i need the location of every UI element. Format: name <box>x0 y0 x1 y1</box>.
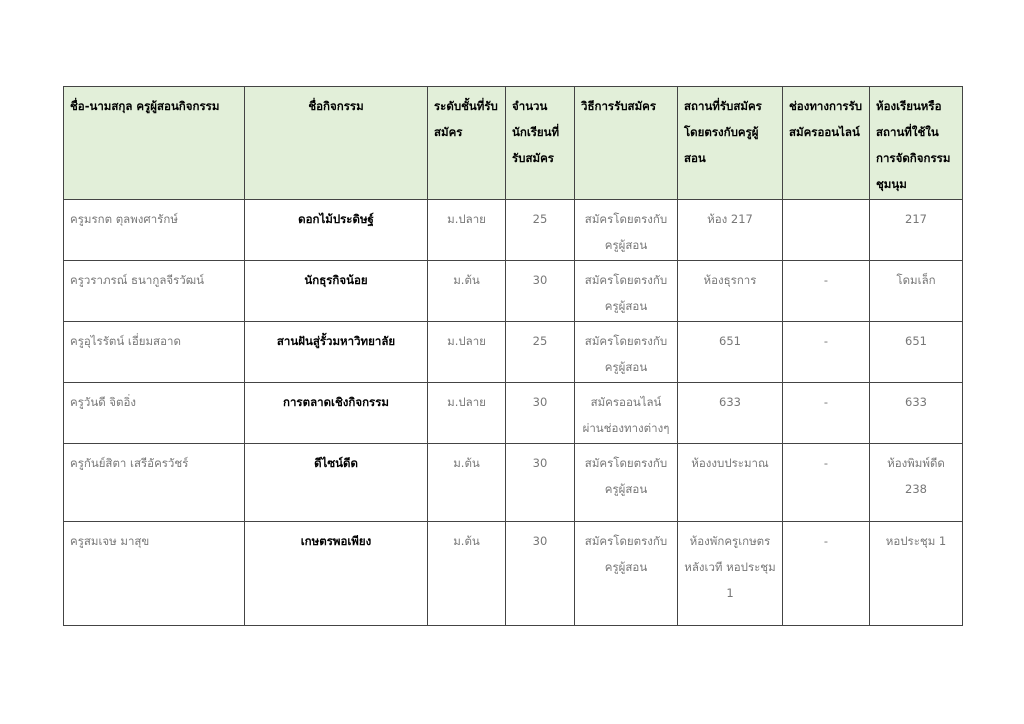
teacher-name-cell: ครูกันย์สิตา เสรีอัครวัชร์ <box>64 444 245 522</box>
activity-name-cell: นักธุรกิจน้อย <box>245 261 428 322</box>
student-count-cell: 30 <box>506 444 575 522</box>
registration-place-cell: ห้อง 217 <box>678 200 783 261</box>
registration-method-cell: สมัครออนไลน์ผ่านช่องทางต่างๆ <box>575 383 678 444</box>
header-student-count: จำนวนนักเรียนที่รับสมัคร <box>506 87 575 200</box>
header-registration-place: สถานที่รับสมัครโดยตรงกับครูผู้สอน <box>678 87 783 200</box>
registration-place-cell: 651 <box>678 322 783 383</box>
student-count-cell: 30 <box>506 522 575 626</box>
registration-place-cell: ห้องธุรการ <box>678 261 783 322</box>
activity-name-cell: เกษตรพอเพียง <box>245 522 428 626</box>
registration-place-cell: 633 <box>678 383 783 444</box>
grade-level-cell: ม.ต้น <box>428 261 506 322</box>
activity-registration-table <box>63 86 963 626</box>
activity-name-cell: สานฝันสู่รั้วมหาวิทยาลัย <box>245 322 428 383</box>
student-count-cell: 30 <box>506 261 575 322</box>
online-channel-cell: - <box>783 322 870 383</box>
table-row <box>64 200 963 261</box>
activity-room-cell: หอประชุม 1 <box>870 522 963 626</box>
header-online-channel: ช่องทางการรับสมัครออนไลน์ <box>783 87 870 200</box>
grade-level-cell: ม.ต้น <box>428 522 506 626</box>
teacher-name-cell: ครูอุไรรัตน์ เอี่ยมสอาด <box>64 322 245 383</box>
teacher-name-cell: ครูสมเจษ มาสุข <box>64 522 245 626</box>
online-channel-cell: - <box>783 522 870 626</box>
table-row <box>64 444 963 522</box>
registration-method-cell: สมัครโดยตรงกับครูผู้สอน <box>575 261 678 322</box>
student-count-cell: 25 <box>506 200 575 261</box>
teacher-name-cell: ครูมรกต ตุลพงศารักษ์ <box>64 200 245 261</box>
table-header-row <box>64 87 963 200</box>
registration-place-cell: ห้องงบประมาณ <box>678 444 783 522</box>
table-row <box>64 522 963 626</box>
activity-room-cell: 217 <box>870 200 963 261</box>
registration-method-cell: สมัครโดยตรงกับครูผู้สอน <box>575 322 678 383</box>
online-channel-cell: - <box>783 383 870 444</box>
grade-level-cell: ม.ปลาย <box>428 383 506 444</box>
registration-place-cell: ห้องพักครูเกษตร หลังเวที หอประชุม 1 <box>678 522 783 626</box>
online-channel-cell <box>783 200 870 261</box>
teacher-name-cell: ครูวันดี จิตอิ่ง <box>64 383 245 444</box>
registration-method-cell: สมัครโดยตรงกับครูผู้สอน <box>575 200 678 261</box>
online-channel-cell: - <box>783 444 870 522</box>
registration-method-cell: สมัครโดยตรงกับครูผู้สอน <box>575 444 678 522</box>
student-count-cell: 30 <box>506 383 575 444</box>
registration-method-cell: สมัครโดยตรงกับครูผู้สอน <box>575 522 678 626</box>
grade-level-cell: ม.ปลาย <box>428 322 506 383</box>
grade-level-cell: ม.ปลาย <box>428 200 506 261</box>
activity-name-cell: การตลาดเชิงกิจกรรม <box>245 383 428 444</box>
activity-room-cell: โดมเล็ก <box>870 261 963 322</box>
header-registration-method: วิธีการรับสมัคร <box>575 87 678 200</box>
table-row <box>64 383 963 444</box>
activity-name-cell: ดีไซน์ดีด <box>245 444 428 522</box>
teacher-name-cell: ครูวราภรณ์ ธนากูลจีรวัฒน์ <box>64 261 245 322</box>
table-row <box>64 322 963 383</box>
grade-level-cell: ม.ต้น <box>428 444 506 522</box>
header-teacher-name: ชื่อ-นามสกุล ครูผู้สอนกิจกรรม <box>64 87 245 200</box>
student-count-cell: 25 <box>506 322 575 383</box>
header-activity-name: ชื่อกิจกรรม <box>245 87 428 200</box>
header-grade-level: ระดับชั้นที่รับสมัคร <box>428 87 506 200</box>
activity-room-cell: 633 <box>870 383 963 444</box>
activity-room-cell: ห้องพิมพ์ดีด 238 <box>870 444 963 522</box>
header-activity-room: ห้องเรียนหรือสถานที่ใช้ในการจัดกิจกรรมชุมนุม <box>870 87 963 200</box>
table-row <box>64 261 963 322</box>
activity-room-cell: 651 <box>870 322 963 383</box>
activity-name-cell: ดอกไม้ประดิษฐ์ <box>245 200 428 261</box>
online-channel-cell: - <box>783 261 870 322</box>
